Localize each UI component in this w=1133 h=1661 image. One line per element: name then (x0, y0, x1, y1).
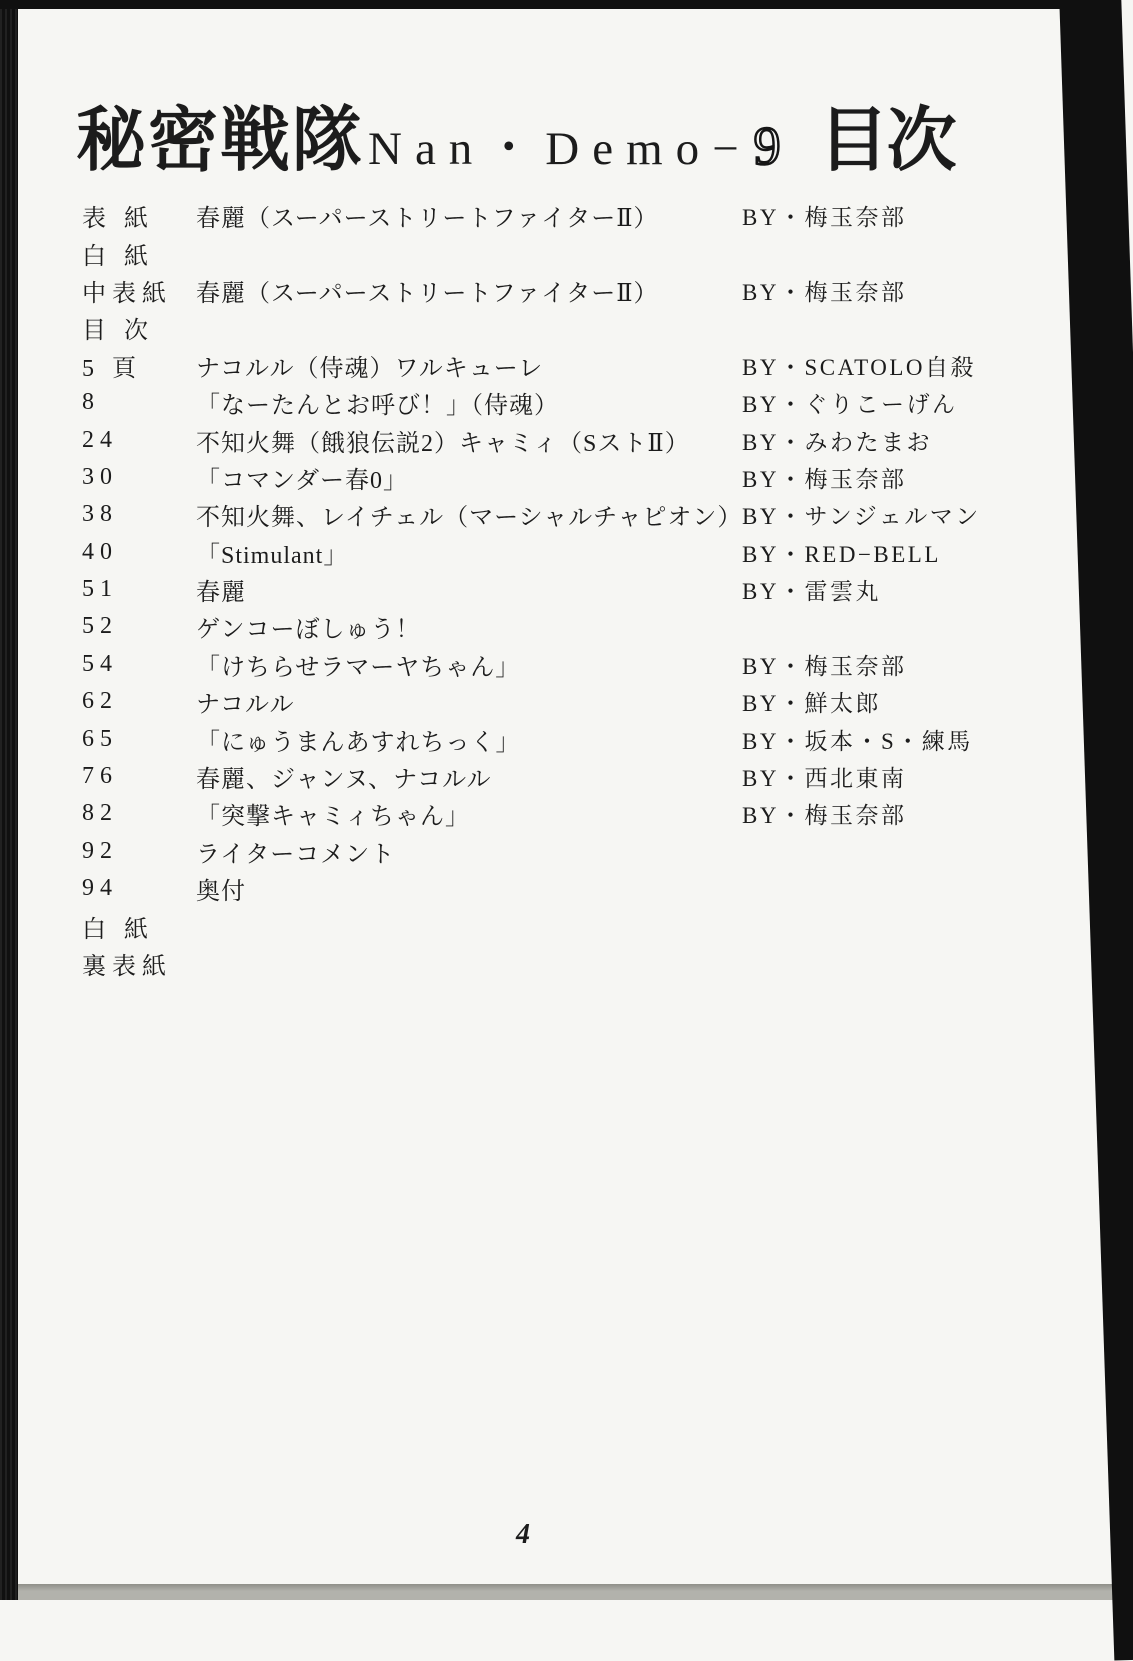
toc-row (82, 309, 1042, 346)
toc-row-label: 30 (82, 463, 118, 490)
toc-row (82, 646, 1042, 683)
toc-row-label: 表 紙 (82, 206, 154, 233)
toc-row (82, 945, 1042, 982)
toc-row-title: 「コマンダー春0」 (196, 467, 409, 494)
toc-row (82, 571, 1042, 608)
toc-row-title: ゲンコーぼしゅう！ (196, 617, 421, 644)
toc-row-label: 54 (82, 650, 118, 677)
toc-row-title: 春麗、ジャンヌ、ナコルル (196, 767, 492, 794)
toc-row-author: BY・RED−BELL (742, 541, 941, 567)
page-title-kanji: 秘密戦隊 (76, 103, 364, 180)
toc-row-title: 「Stimulant」 (196, 542, 349, 569)
toc-row-author: BY・梅玉奈部 (742, 279, 907, 305)
scan-border-top (0, 0, 1080, 9)
toc-row-label: 中表紙 (82, 280, 172, 307)
toc-row-label: 92 (82, 837, 118, 864)
toc-row (82, 534, 1042, 571)
toc-row-title: 奥付 (196, 879, 246, 906)
page-title-issue-number: 9 (753, 116, 781, 176)
toc-row-label: 65 (82, 725, 118, 752)
toc-row-title: 不知火舞、レイチェル（マーシャルチャピオン） (196, 505, 743, 532)
toc-row (82, 234, 1042, 271)
toc-row-author: BY・SCATOLO自殺 (742, 354, 977, 380)
toc-row-title: ナコルル（侍魂）ワルキューレ (196, 355, 544, 382)
toc-table (82, 197, 1042, 982)
toc-row-label: 5 頁 (82, 355, 142, 382)
toc-row (82, 608, 1042, 645)
toc-row-label: 76 (82, 763, 118, 790)
toc-row-author: BY・梅玉奈部 (742, 653, 907, 679)
toc-row-label: 52 (82, 613, 118, 640)
toc-row-title: 不知火舞（餓狼伝説2）キャミィ（SストⅡ） (196, 430, 690, 457)
toc-row (82, 347, 1042, 384)
toc-row-title: 「にゅうまんあすれちっく」 (196, 729, 521, 756)
toc-row (82, 833, 1042, 870)
toc-row-title: 春麗 (196, 580, 246, 607)
toc-row (82, 907, 1042, 944)
page-title-latin: Nan・Demo− (368, 123, 752, 175)
toc-row (82, 384, 1042, 421)
toc-row-title: 「けちらせラマーヤちゃん」 (196, 654, 521, 681)
toc-row (82, 795, 1042, 832)
toc-row-author: BY・鮮太郎 (742, 691, 881, 717)
toc-row-author: BY・梅玉奈部 (742, 205, 907, 231)
page-title-suffix: 目次 (818, 103, 955, 180)
toc-row-label: 目 次 (82, 318, 154, 345)
toc-row-label: 24 (82, 426, 118, 453)
toc-row-author: BY・西北東南 (742, 766, 907, 792)
toc-row-title: 春麗（スーパーストリートファイターⅡ） (196, 280, 659, 307)
toc-row (82, 720, 1042, 757)
toc-row-title: 「なーたんとお呼び！」（侍魂） (196, 393, 559, 420)
toc-row-author: BY・サンジェルマン (742, 504, 981, 530)
toc-row-label: 裏表紙 (82, 954, 172, 980)
toc-row (82, 197, 1042, 234)
toc-row (82, 272, 1042, 309)
toc-row-author: BY・みわたまお (742, 429, 932, 455)
toc-row-label: 白 紙 (82, 916, 154, 943)
toc-row-label: 82 (82, 800, 118, 827)
toc-row-author: BY・雷雲丸 (742, 579, 881, 605)
toc-row-title: ライターコメント (196, 841, 396, 868)
toc-row-title: 「突撃キャミィちゃん」 (196, 804, 471, 831)
toc-row-label: 51 (82, 576, 118, 603)
toc-row (82, 870, 1042, 907)
toc-row-author: BY・ぐりこーげん (742, 392, 958, 418)
toc-row (82, 758, 1042, 795)
toc-row (82, 421, 1042, 458)
scan-bottom-strip (15, 1584, 1133, 1600)
toc-row-label: 38 (82, 501, 118, 528)
toc-row-label: 62 (82, 688, 118, 715)
toc-row-author: BY・梅玉奈部 (742, 466, 907, 492)
page-title (76, 84, 955, 185)
footer-page-number: 4 (516, 1519, 530, 1550)
toc-row-title: 春麗（スーパーストリートファイターⅡ） (196, 206, 659, 233)
toc-row-label: 94 (82, 875, 118, 902)
scan-border-right (1058, 0, 1133, 1661)
toc-row (82, 496, 1042, 533)
toc-row-author: BY・梅玉奈部 (742, 803, 907, 829)
toc-row-label: 40 (82, 538, 118, 565)
toc-row-author: BY・坂本・S・練馬 (742, 728, 973, 754)
toc-row (82, 459, 1042, 496)
toc-row-label: 白 紙 (82, 243, 154, 270)
scan-border-left (0, 0, 18, 1600)
toc-row-title: ナコルル (196, 692, 295, 719)
toc-row (82, 683, 1042, 720)
toc-row-label: 8 (82, 389, 100, 416)
